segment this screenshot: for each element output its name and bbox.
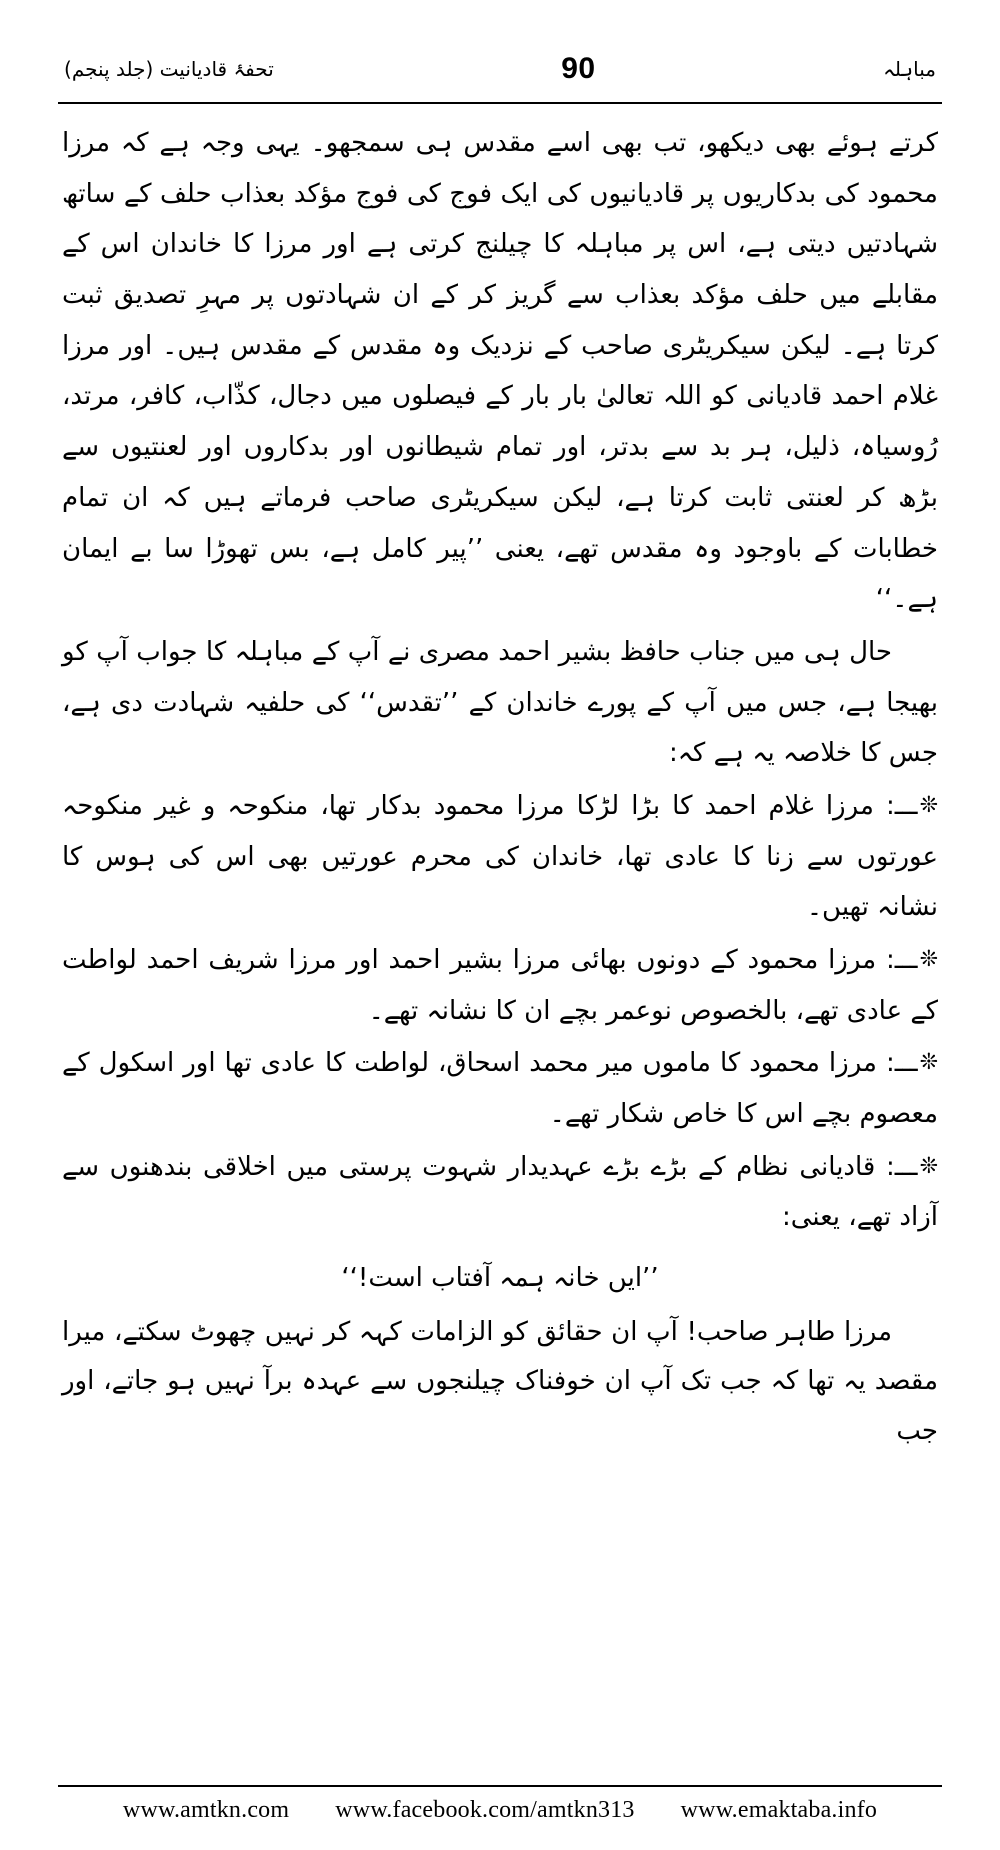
star-icon: ❊ — [919, 792, 938, 818]
list-item-text: ـــ: مرزا غلام احمد کا بڑا لڑکا مرزا محمود بدکار تھا، منکوحہ و غیر منکوحہ عورتوں سے زنا کا عادی تھا، خاندان کی محرم عورتیں بھی اس کی ہوس کا نشانہ تھیں۔ — [62, 790, 938, 923]
persian-quote: ’’ایں خانہ ہمہ آفتاب است!‘‘ — [341, 1263, 659, 1294]
star-icon: ❊ — [919, 947, 938, 972]
closing-paragraph: مرزا طاہر صاحب! آپ ان حقائق کو الزامات کہہ کر نہیں چھوٹ سکتے، میرا مقصد یہ تھا کہ جب تک آپ ان خوفناک چیلنجوں سے عہدہ برآ نہیں ہو جاتے، اور جب — [62, 1316, 938, 1446]
page-header — [58, 46, 942, 96]
footer-link-emaktaba[interactable]: www.emaktaba.info — [680, 1797, 878, 1823]
page-footer — [58, 1787, 942, 1830]
list-item-text: ـــ: مرزا محمود کے دونوں بھائی مرزا بشیر احمد اور مرزا شریف احمد لواطت کے عادی تھے، بالخصوص نوعمر بچے ان کا نشانہ تھے۔ — [62, 945, 938, 1026]
list-item — [62, 1142, 938, 1243]
footer-link-website[interactable]: www.amtkn.com — [122, 1797, 290, 1823]
page-number: 90 — [561, 52, 596, 85]
list-item — [62, 935, 938, 1036]
book-title: تحفۂ قادیانیت (جلد پنجم) — [64, 57, 274, 81]
paragraph-2: حال ہی میں جناب حافظ بشیر احمد مصری نے آپ کے مباہلہ کا جواب آپ کو بھیجا ہے، جس میں آپ کے پورے خاندان کے ’’تقدس‘‘ کی حلفیہ شہادت دی ہے، جس کا خلاصہ یہ ہے کہ: — [62, 636, 938, 769]
footer-link-facebook[interactable]: www.facebook.com/amtkn313 — [335, 1797, 635, 1823]
list-item — [62, 781, 938, 933]
paragraph-1: کرتے ہوئے بھی دیکھو، تب بھی اسے مقدس ہی سمجھو۔ یہی وجہ ہے کہ مرزا محمود کی بدکاریوں پر قادیانیوں کی ایک فوج کی فوج مؤکد بعذاب حلف کے ساتھ شہادتیں دیتی ہے، اس پر مباہلہ کا چیلنج کرتی ہے اور مرزا کا خاندان اس کے مقابلے میں حلف مؤکد بعذاب سے گریز کر کے ان شہادتوں پر مہرِ تصدیق ثبت کرتا ہے۔ لیکن سیکریٹری صاحب کے نزدیک وہ مقدس کے مقدس ہیں۔ اور مرزا غلام احمد قادیانی کو اللہ تعالیٰ بار بار کے فیصلوں میں دجال، کذّاب، کافر، مرتد، رُوسیاہ، ذلیل، ہر بد سے بدتر، اور تمام شیطانوں اور بدکاروں اور لعنتیوں سے بڑھ کر لعنتی ثابت کرتا ہے، لیکن سیکریٹری صاحب فرماتے ہیں کہ ان تمام خطابات کے باوجود وہ مقدس تھے، یعنی ’’پیر کامل ہے، بس تھوڑا سا بے ایمان ہے۔‘‘ — [62, 128, 938, 615]
chapter-title: مباہلہ — [883, 57, 936, 81]
list-item — [62, 1038, 938, 1139]
list-item-text: ـــ: قادیانی نظام کے بڑے بڑے عہدیدار شہوت پرستی میں اخلاقی بندھنوں سے آزاد تھے، یعنی: — [62, 1151, 938, 1233]
star-icon: ❊ — [919, 1153, 938, 1179]
list-item-text: ـــ: مرزا محمود کا ماموں میر محمد اسحاق، لواطت کا عادی تھا اور اسکول کے معصوم بچے اس کا خاص شکار تھے۔ — [62, 1048, 938, 1130]
page-body — [58, 104, 942, 1781]
star-icon: ❊ — [919, 1050, 938, 1076]
